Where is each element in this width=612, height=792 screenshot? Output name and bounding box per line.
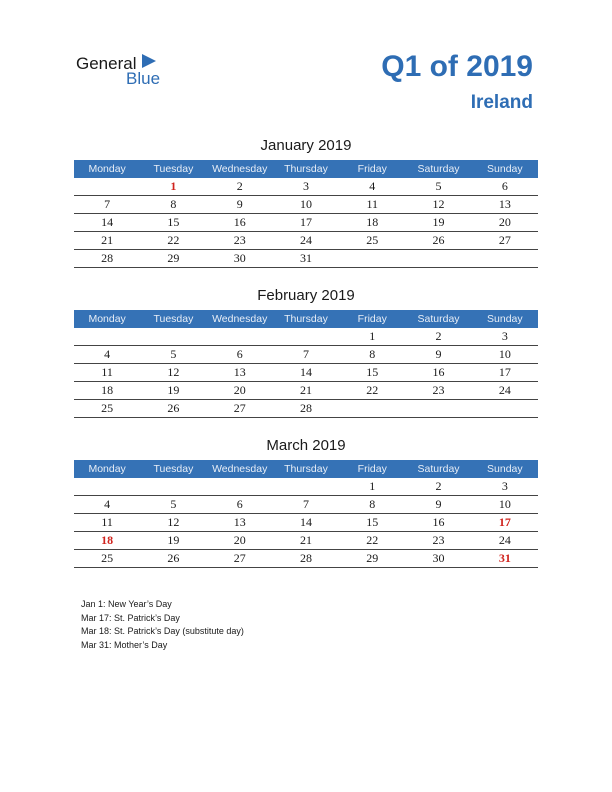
day-cell: 20 [207,382,273,400]
day-cell [339,400,405,418]
day-cell: 19 [140,382,206,400]
day-cell [405,250,471,268]
day-cell: 25 [339,232,405,250]
day-cell: 29 [140,250,206,268]
week-row [74,400,538,418]
day-cell: 15 [339,514,405,532]
day-cell: 16 [405,514,471,532]
logo-word-general: General [76,54,137,73]
day-cell: 10 [472,346,538,364]
day-cell: 20 [472,214,538,232]
day-cell: 13 [207,514,273,532]
day-cell: 10 [273,196,339,214]
day-cell [140,478,206,496]
holiday-note: Mar 18: St. Patrick’s Day (substitute day) [81,626,244,636]
day-cell: 3 [472,328,538,346]
day-cell: 1 [339,478,405,496]
day-cell [74,328,140,346]
weekday-header: Thursday [273,460,339,478]
week-row [74,196,538,214]
day-cell: 5 [140,496,206,514]
weekday-header: Friday [339,160,405,178]
month-title: February 2019 [257,287,355,304]
day-cell [207,328,273,346]
day-cell [339,250,405,268]
day-cell: 14 [273,364,339,382]
month-calendar [74,286,538,418]
weekday-header: Sunday [472,460,538,478]
weekday-header: Thursday [273,310,339,328]
day-cell: 23 [405,532,471,550]
day-cell: 27 [472,232,538,250]
holiday-note: Jan 1: New Year’s Day [81,599,172,609]
day-cell [405,400,471,418]
day-cell: 6 [207,346,273,364]
day-cell: 5 [140,346,206,364]
day-cell: 17 [472,364,538,382]
week-row [74,250,538,268]
day-cell: 4 [74,496,140,514]
day-cell: 17 [273,214,339,232]
weekday-header: Wednesday [207,460,273,478]
day-cell: 23 [405,382,471,400]
day-cell: 26 [140,400,206,418]
day-cell [472,250,538,268]
month-calendar [74,436,538,568]
day-cell: 7 [273,496,339,514]
day-cell: 18 [74,532,140,550]
day-cell: 26 [405,232,471,250]
month-title: January 2019 [260,137,352,154]
day-cell: 28 [273,400,339,418]
holiday-notes [81,598,244,652]
day-cell: 5 [405,178,471,196]
week-row [74,328,538,346]
day-cell: 7 [273,346,339,364]
day-cell: 9 [405,346,471,364]
day-cell: 4 [74,346,140,364]
day-cell: 25 [74,400,140,418]
day-cell: 18 [339,214,405,232]
logo-triangle-icon [142,54,156,68]
day-cell: 13 [207,364,273,382]
weekday-header: Tuesday [140,160,206,178]
day-cell: 31 [273,250,339,268]
day-cell: 2 [207,178,273,196]
day-cell: 19 [140,532,206,550]
day-cell: 30 [405,550,471,568]
day-cell: 27 [207,550,273,568]
day-cell: 19 [405,214,471,232]
week-row [74,214,538,232]
weekday-header: Friday [339,460,405,478]
week-row [74,478,538,496]
day-cell: 12 [405,196,471,214]
day-cell: 6 [472,178,538,196]
weekday-header: Thursday [273,160,339,178]
day-cell: 1 [140,178,206,196]
week-row [74,346,538,364]
day-cell [74,178,140,196]
day-cell: 22 [140,232,206,250]
day-cell: 26 [140,550,206,568]
day-cell: 3 [472,478,538,496]
day-cell: 22 [339,382,405,400]
day-cell: 24 [273,232,339,250]
month-table [74,160,538,268]
week-row [74,514,538,532]
day-cell: 16 [405,364,471,382]
week-row [74,550,538,568]
day-cell: 30 [207,250,273,268]
weekday-header: Saturday [405,160,471,178]
holiday-note: Mar 31: Mother’s Day [81,639,168,650]
day-cell: 8 [339,496,405,514]
day-cell: 11 [74,514,140,532]
month-table [74,310,538,418]
weekday-header: Sunday [472,310,538,328]
day-cell: 11 [339,196,405,214]
day-cell: 12 [140,514,206,532]
day-cell: 8 [140,196,206,214]
day-cell: 4 [339,178,405,196]
day-cell [140,328,206,346]
day-cell: 15 [339,364,405,382]
day-cell: 10 [472,496,538,514]
month-title: March 2019 [266,437,346,454]
weekday-header: Wednesday [207,160,273,178]
month-calendar [74,136,538,268]
day-cell [273,478,339,496]
day-cell: 28 [74,250,140,268]
page-title: Q1 of 2019 [381,50,533,83]
week-row [74,496,538,514]
weekday-header: Monday [74,160,140,178]
day-cell: 6 [207,496,273,514]
country-name: Ireland [470,92,533,113]
day-cell: 14 [74,214,140,232]
week-row [74,532,538,550]
day-cell: 21 [74,232,140,250]
week-row [74,364,538,382]
logo-word-blue: Blue [126,69,161,88]
weekday-header: Saturday [405,460,471,478]
day-cell: 27 [207,400,273,418]
day-cell: 7 [74,196,140,214]
weekday-header: Friday [339,310,405,328]
weekday-header: Tuesday [140,460,206,478]
day-cell: 17 [472,514,538,532]
day-cell [273,328,339,346]
weekday-header: Monday [74,310,140,328]
day-cell: 3 [273,178,339,196]
weekday-header: Sunday [472,160,538,178]
day-cell: 13 [472,196,538,214]
day-cell: 8 [339,346,405,364]
day-cell: 16 [207,214,273,232]
day-cell: 11 [74,364,140,382]
weekday-header: Wednesday [207,310,273,328]
day-cell: 23 [207,232,273,250]
day-cell: 24 [472,382,538,400]
weekday-header: Saturday [405,310,471,328]
day-cell [472,400,538,418]
week-row [74,382,538,400]
week-row [74,178,538,196]
day-cell: 28 [273,550,339,568]
day-cell [74,478,140,496]
day-cell: 12 [140,364,206,382]
day-cell: 18 [74,382,140,400]
day-cell: 25 [74,550,140,568]
day-cell: 9 [405,496,471,514]
weekday-header: Tuesday [140,310,206,328]
day-cell: 14 [273,514,339,532]
day-cell: 2 [405,328,471,346]
day-cell: 22 [339,532,405,550]
month-table [74,460,538,568]
day-cell: 21 [273,382,339,400]
day-cell: 15 [140,214,206,232]
holiday-note: Mar 17: St. Patrick’s Day [81,612,180,623]
day-cell [207,478,273,496]
day-cell: 2 [405,478,471,496]
day-cell: 9 [207,196,273,214]
week-row [74,232,538,250]
day-cell: 31 [472,550,538,568]
day-cell: 1 [339,328,405,346]
day-cell: 29 [339,550,405,568]
day-cell: 24 [472,532,538,550]
day-cell: 21 [273,532,339,550]
weekday-header: Monday [74,460,140,478]
day-cell: 20 [207,532,273,550]
